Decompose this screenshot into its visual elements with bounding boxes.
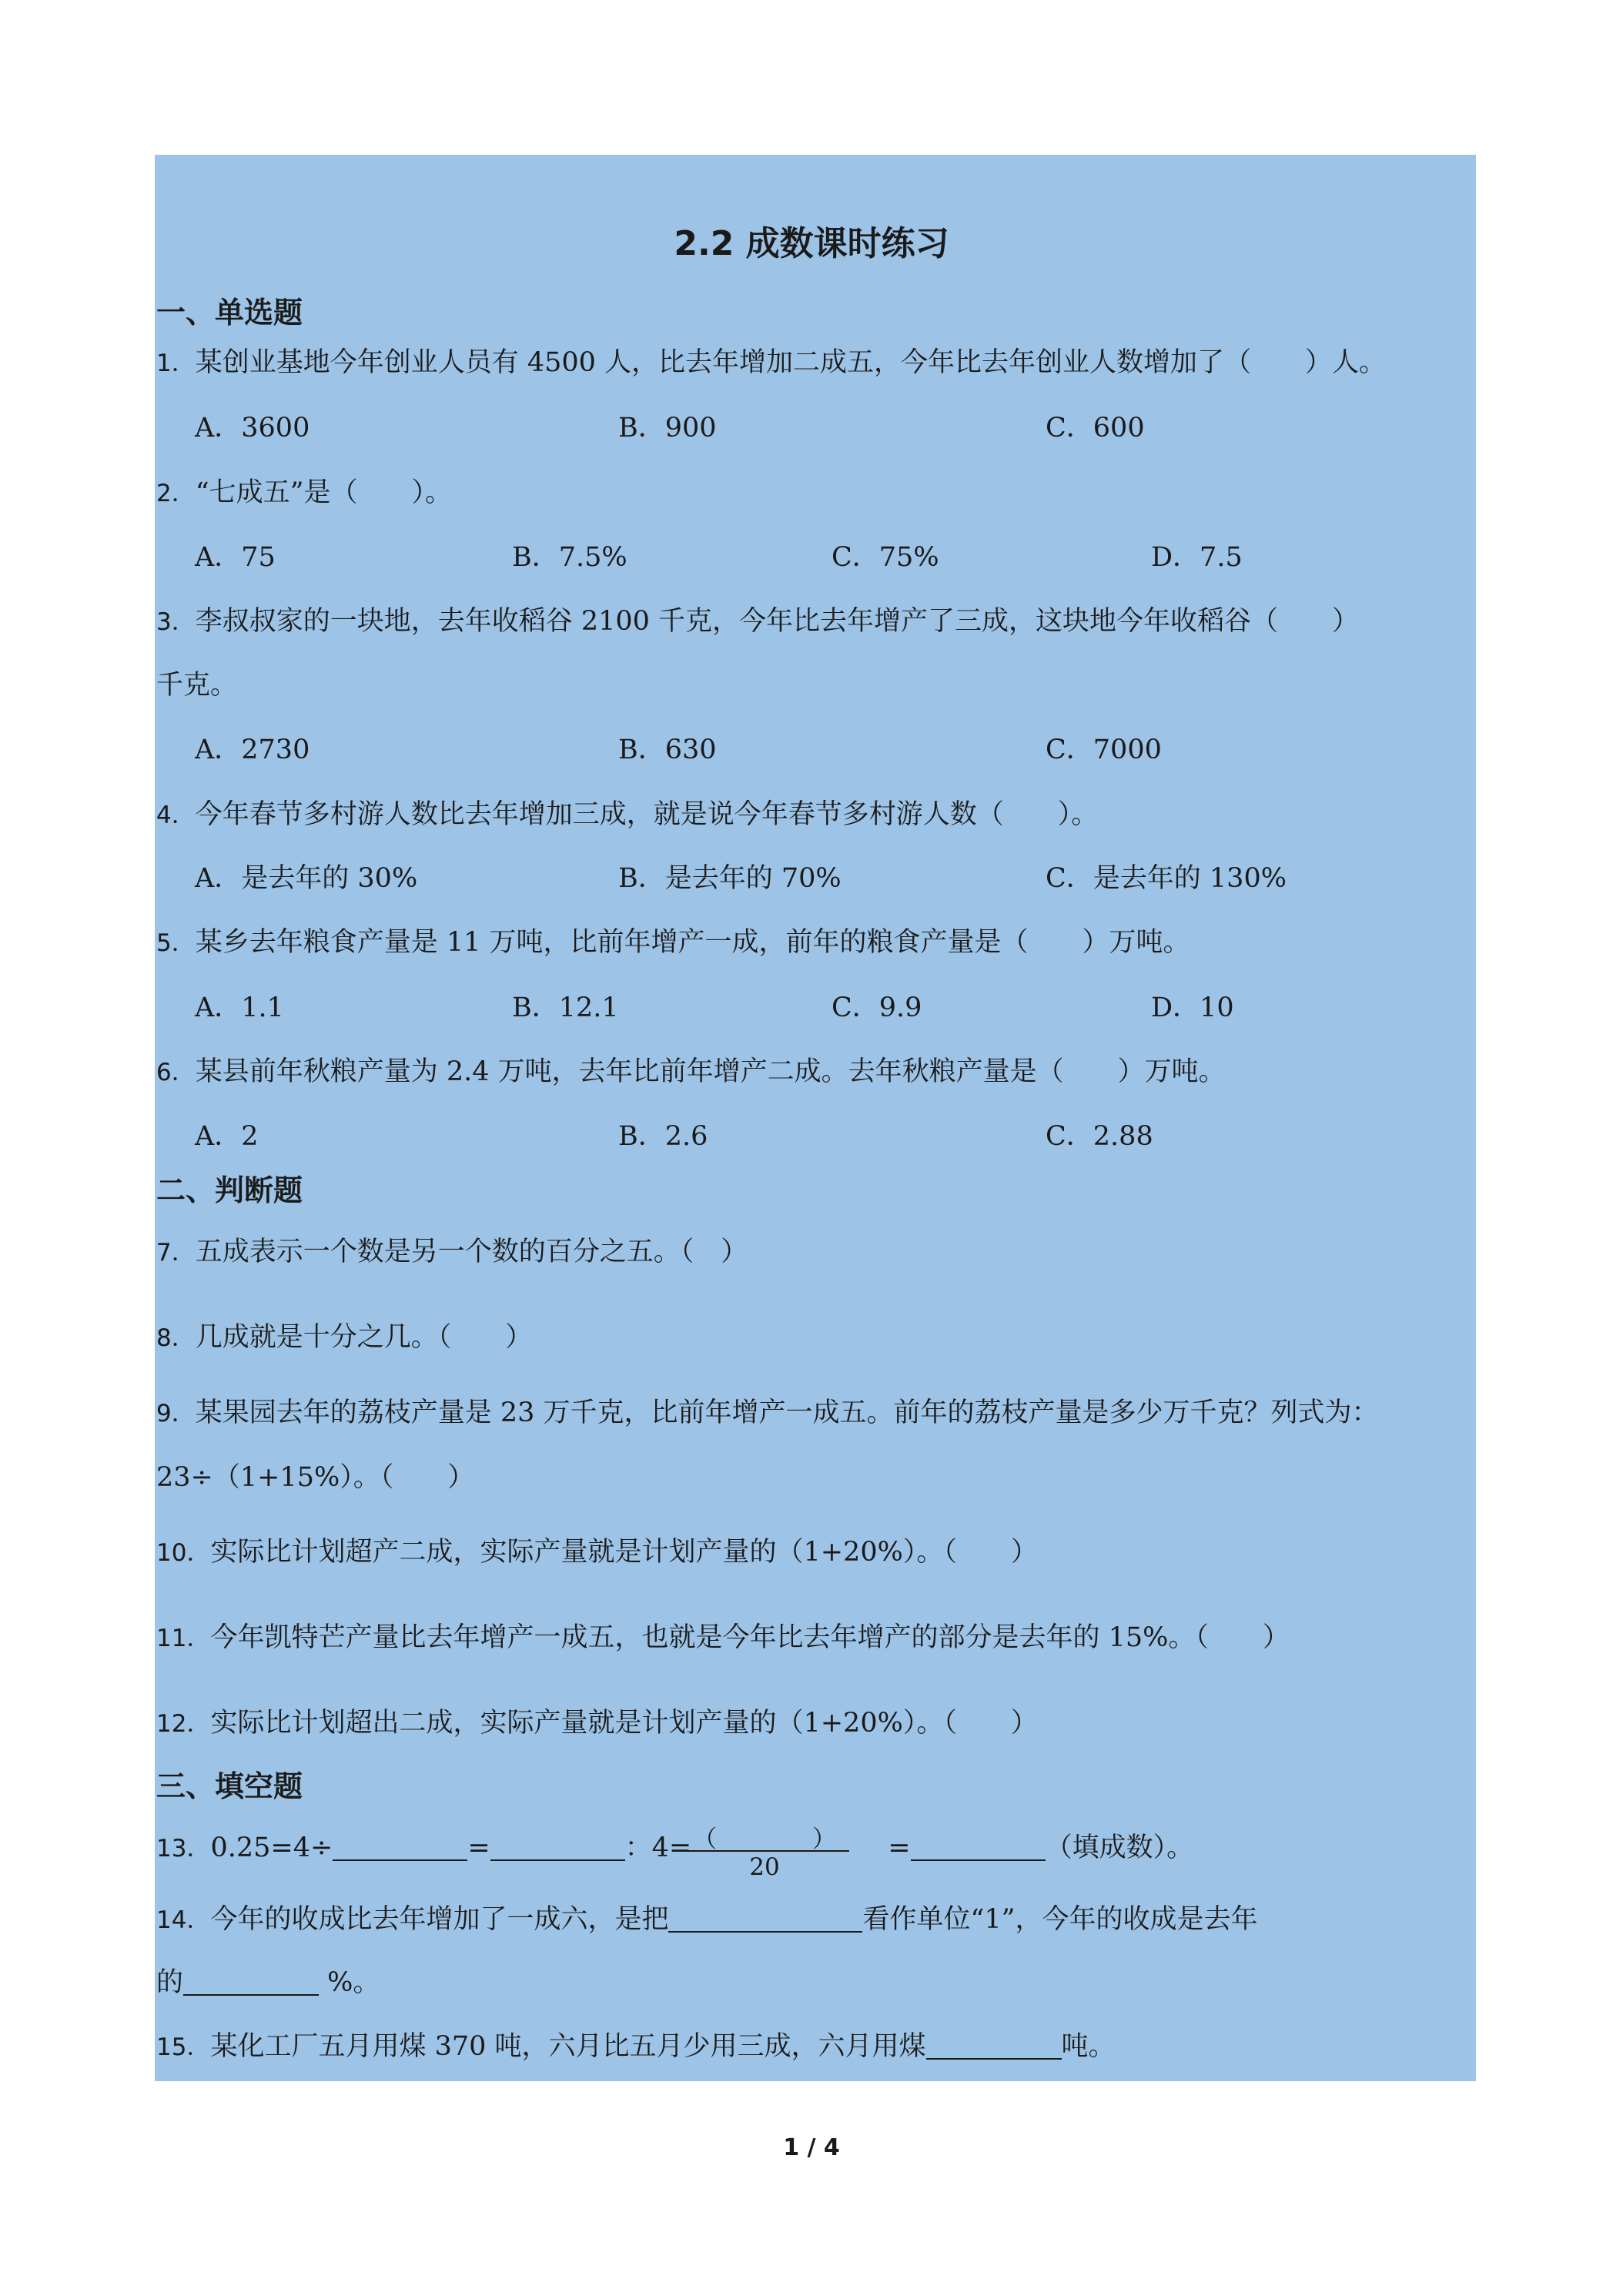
q5-option-c[interactable]: C．9.9 bbox=[832, 992, 922, 1023]
question-14-continued: 的 %。 bbox=[156, 1967, 380, 1998]
question-3-continued: 千克。 bbox=[156, 670, 238, 701]
q13-blank-4[interactable] bbox=[911, 1833, 1046, 1861]
q1-option-b[interactable]: B．900 bbox=[618, 413, 717, 443]
q15-blank[interactable] bbox=[926, 2032, 1062, 2060]
q1-option-c[interactable]: C．600 bbox=[1046, 413, 1145, 443]
question-10: 10．实际比计划超产二成，实际产量就是计划产量的（1+20%）。（ ） bbox=[156, 1537, 1038, 1568]
q6-option-c[interactable]: C．2.88 bbox=[1046, 1121, 1153, 1152]
q4-option-a[interactable]: A．是去年的 30% bbox=[195, 863, 418, 894]
section-heading-single-choice: 一、单选题 bbox=[156, 296, 303, 330]
question-14: 14．今年的收成比去年增加了一成六，是把 看作单位“1”，今年的收成是去年 bbox=[156, 1904, 1258, 1935]
question-3: 3．李叔叔家的一块地，去年收稻谷 2100 千克，今年比去年增产了三成，这块地今年收稻谷（ ） bbox=[156, 606, 1360, 637]
q6-option-a[interactable]: A．2 bbox=[195, 1121, 259, 1152]
q4-option-b[interactable]: B．是去年的 70% bbox=[618, 863, 842, 894]
q6-option-b[interactable]: B．2.6 bbox=[618, 1121, 708, 1152]
question-13: 13．0.25=4÷ = ：4= = （填成数）。 bbox=[156, 1832, 1194, 1863]
q13-blank-2[interactable] bbox=[490, 1833, 625, 1861]
question-7: 7．五成表示一个数是另一个数的百分之五。（ ） bbox=[156, 1237, 748, 1267]
question-1: 1．某创业基地今年创业人员有 4500 人，比去年增加二成五，今年比去年创业人数增加了（ ）人。 bbox=[156, 347, 1387, 378]
question-15: 15．某化工厂五月用煤 370 吨，六月比五月少用三成，六月用煤 吨。 bbox=[156, 2031, 1116, 2062]
question-5: 5．某乡去年粮食产量是 11 万吨，比前年增产一成，前年的粮食产量是（ ）万吨。 bbox=[156, 927, 1190, 958]
q3-option-b[interactable]: B．630 bbox=[618, 735, 717, 765]
page-title: 2.2 成数课时练习 bbox=[674, 224, 949, 263]
question-12: 12．实际比计划超出二成，实际产量就是计划产量的（1+20%）。（ ） bbox=[156, 1708, 1038, 1739]
q2-option-d[interactable]: D．7.5 bbox=[1151, 542, 1243, 573]
question-6: 6．某县前年秋粮产量为 2.4 万吨，去年比前年增产二成。去年秋粮产量是（ ）万吨。 bbox=[156, 1056, 1226, 1087]
q3-option-c[interactable]: C．7000 bbox=[1046, 735, 1162, 765]
q3-option-a[interactable]: A．2730 bbox=[195, 735, 310, 765]
q14-blank-1[interactable] bbox=[668, 1905, 862, 1933]
q5-option-a[interactable]: A．1.1 bbox=[195, 992, 284, 1023]
page-indicator: 1 / 4 bbox=[783, 2134, 840, 2161]
question-2: 2．“七成五”是（ ）。 bbox=[156, 477, 453, 508]
q4-option-c[interactable]: C．是去年的 130% bbox=[1046, 863, 1287, 894]
q13-blank-1[interactable] bbox=[333, 1833, 467, 1861]
question-9-continued: 23÷（1+15%）。（ ） bbox=[156, 1462, 475, 1493]
content-panel bbox=[155, 155, 1476, 2081]
question-8: 8．几成就是十分之几。（ ） bbox=[156, 1322, 533, 1353]
q5-option-b[interactable]: B．12.1 bbox=[512, 992, 619, 1023]
q1-option-a[interactable]: A．3600 bbox=[195, 413, 310, 443]
q13-fraction bbox=[680, 1819, 849, 1881]
section-heading-fill-blank: 三、填空题 bbox=[156, 1769, 303, 1803]
question-4: 4．今年春节多村游人数比去年增加三成，就是说今年春节多村游人数（ ）。 bbox=[156, 799, 1099, 830]
question-11: 11．今年凯特芒产量比去年增产一成五，也就是今年比去年增产的部分是去年的 15%。（ ） bbox=[156, 1622, 1290, 1653]
q2-option-b[interactable]: B．7.5% bbox=[512, 542, 627, 573]
q14-blank-2[interactable] bbox=[183, 1968, 319, 1996]
fraction-bar bbox=[680, 1850, 849, 1852]
q13-fraction-numerator-blank[interactable]: （ ） bbox=[693, 1826, 836, 1853]
q2-option-a[interactable]: A．75 bbox=[195, 542, 276, 573]
q5-option-d[interactable]: D．10 bbox=[1151, 992, 1234, 1023]
question-9: 9．某果园去年的荔枝产量是 23 万千克，比前年增产一成五。前年的荔枝产量是多少万千克？列式为： bbox=[156, 1397, 1379, 1428]
section-heading-true-false: 二、判断题 bbox=[156, 1173, 303, 1207]
q2-option-c[interactable]: C．75% bbox=[832, 542, 939, 573]
q13-fraction-denominator: 20 bbox=[749, 1853, 780, 1881]
